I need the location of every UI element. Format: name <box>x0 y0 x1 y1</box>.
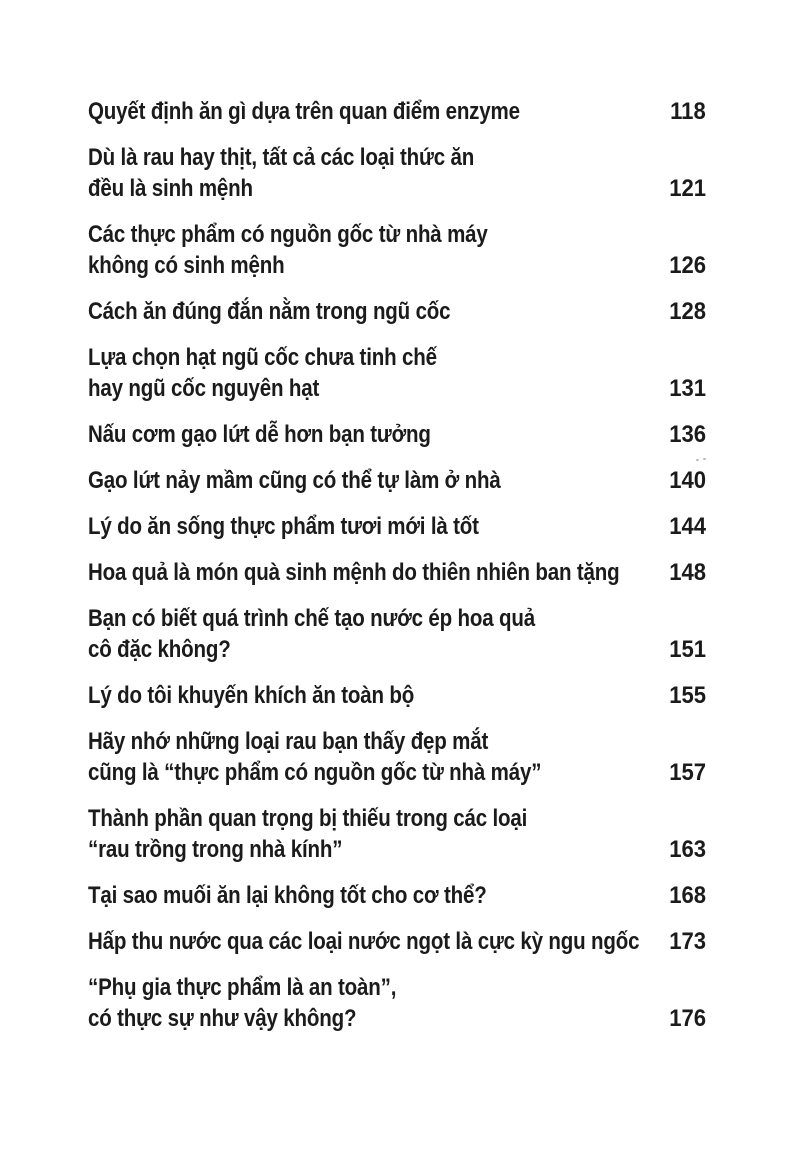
entry-page-number: 118 <box>670 98 706 125</box>
entry-page-number: 121 <box>669 175 706 202</box>
entry-title <box>88 557 658 588</box>
entry-title <box>88 803 658 865</box>
entry-title-line: cũng là “thực phẩm có nguồn gốc từ nhà máy” <box>88 759 542 786</box>
toc-entry <box>88 465 706 496</box>
toc-entry <box>88 880 706 911</box>
toc-entry <box>88 680 706 711</box>
entry-page-number: 168 <box>669 882 706 909</box>
entry-title-line: Lý do ăn sống thực phẩm tươi mới là tốt <box>88 513 479 540</box>
entry-title-line: Cách ăn đúng đắn nằm trong ngũ cốc <box>88 298 451 325</box>
entry-title <box>88 880 658 911</box>
entry-page-number: 155 <box>669 682 706 709</box>
toc-entry <box>88 342 706 404</box>
entry-title-line: “rau trồng trong nhà kính” <box>88 836 343 863</box>
entry-title <box>88 96 659 127</box>
entry-page-number: 151 <box>669 636 706 663</box>
toc-entry <box>88 557 706 588</box>
toc-entry <box>88 96 706 127</box>
toc-entry <box>88 926 706 957</box>
entry-title-line: Hấp thu nước qua các loại nước ngọt là cực kỳ ngu ngốc <box>88 928 640 955</box>
entry-title <box>88 603 658 665</box>
toc-entry <box>88 142 706 204</box>
entry-title-line: Hãy nhớ những loại rau bạn thấy đẹp mắt <box>88 728 489 755</box>
entry-title <box>88 726 658 788</box>
toc-entry <box>88 603 706 665</box>
entry-title-line: Lựa chọn hạt ngũ cốc chưa tinh chế <box>88 344 437 371</box>
entry-title <box>88 972 658 1034</box>
entry-page-number: 163 <box>669 836 706 863</box>
entry-title-line: Các thực phẩm có nguồn gốc từ nhà máy <box>88 221 488 248</box>
entry-title-line: Bạn có biết quá trình chế tạo nước ép hoa quả <box>88 605 536 632</box>
entry-title <box>88 296 658 327</box>
toc-entry <box>88 803 706 865</box>
entry-title <box>88 926 658 957</box>
entry-title-line: hay ngũ cốc nguyên hạt <box>88 375 320 402</box>
entry-title-line: Tại sao muối ăn lại không tốt cho cơ thể? <box>88 882 487 909</box>
entry-page-number: 148 <box>669 559 706 586</box>
toc-entry <box>88 219 706 281</box>
entry-title <box>88 465 658 496</box>
scan-artifact-dot <box>696 459 699 461</box>
entry-page-number: 157 <box>669 759 706 786</box>
entry-title-line: có thực sự như vậy không? <box>88 1005 357 1032</box>
entry-title-line: Nấu cơm gạo lứt dễ hơn bạn tưởng <box>88 421 431 448</box>
entry-title-line: Gạo lứt nảy mầm cũng có thể tự làm ở nhà <box>88 467 501 494</box>
entry-title <box>88 419 658 450</box>
scan-artifact-dot <box>703 458 706 460</box>
entry-title <box>88 680 658 711</box>
toc-list <box>88 96 706 1049</box>
entry-page-number: 144 <box>669 513 706 540</box>
entry-title-line: Quyết định ăn gì dựa trên quan điểm enzyme <box>88 98 520 125</box>
entry-title-line: “Phụ gia thực phẩm là an toàn”, <box>88 974 397 1001</box>
entry-page-number: 126 <box>669 252 706 279</box>
entry-title-line: không có sinh mệnh <box>88 252 285 279</box>
entry-page-number: 176 <box>669 1005 706 1032</box>
toc-entry <box>88 726 706 788</box>
entry-title <box>88 142 658 204</box>
entry-page-number: 136 <box>669 421 706 448</box>
toc-entry <box>88 972 706 1034</box>
entry-title-line: cô đặc không? <box>88 636 231 663</box>
entry-title <box>88 342 658 404</box>
toc-entry <box>88 511 706 542</box>
entry-title <box>88 219 658 281</box>
entry-page-number: 128 <box>669 298 706 325</box>
entry-page-number: 173 <box>669 928 706 955</box>
entry-title <box>88 511 658 542</box>
entry-page-number: 131 <box>669 375 706 402</box>
entry-title-line: Hoa quả là món quà sinh mệnh do thiên nhiên ban tặng <box>88 559 620 586</box>
entry-page-number: 140 <box>669 467 706 494</box>
entry-title-line: đều là sinh mệnh <box>88 175 253 202</box>
entry-title-line: Dù là rau hay thịt, tất cả các loại thức ăn <box>88 144 475 171</box>
toc-entry <box>88 419 706 450</box>
entry-title-line: Thành phần quan trọng bị thiếu trong các loại <box>88 805 528 832</box>
toc-entry <box>88 296 706 327</box>
entry-title-line: Lý do tôi khuyến khích ăn toàn bộ <box>88 682 415 709</box>
